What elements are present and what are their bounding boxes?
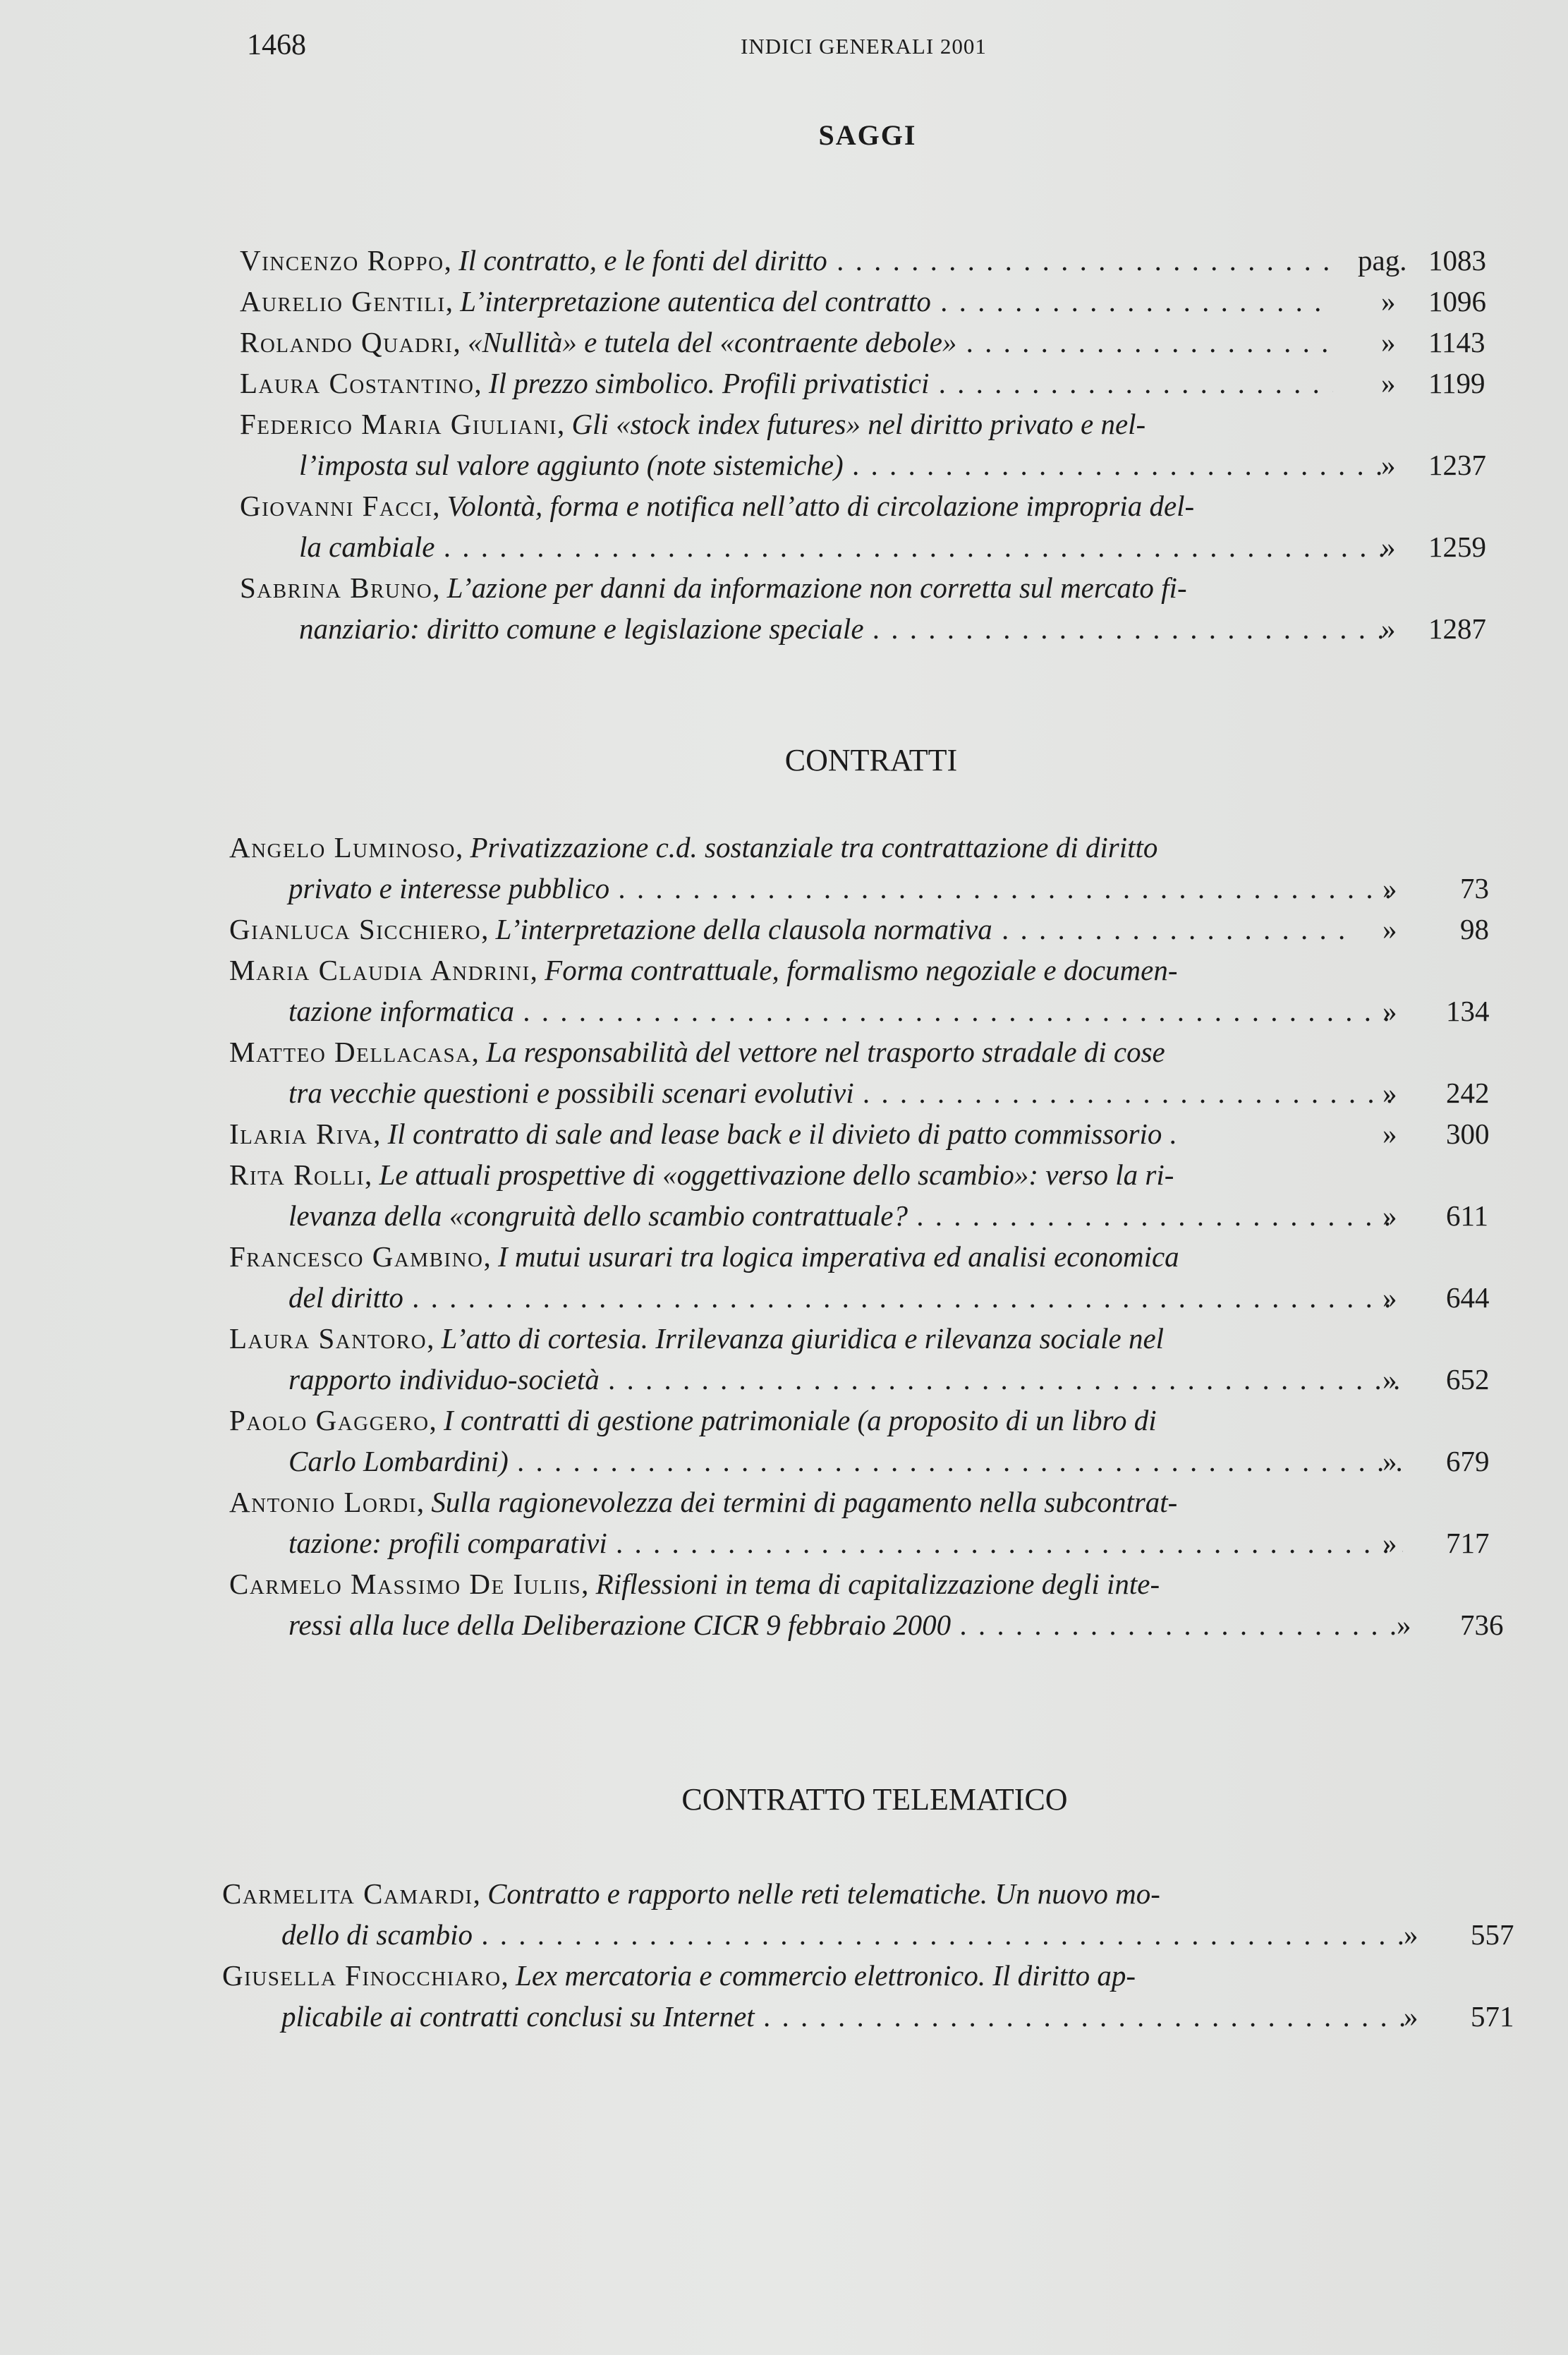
entry-title: Riflessioni in tema di capitalizzazione degli inte- [595, 1568, 1160, 1600]
entry-title-continued: la cambiale [299, 531, 435, 563]
toc-entry: Antonio Lordi, Sulla ragionevolezza dei termini di pagamento nella subcontrat- tazione: profili comparativi . . . » 717 [229, 1482, 1513, 1563]
entry-title: Contratto e rapporto nelle reti telematiche. Un nuovo mo- [487, 1877, 1160, 1910]
entry-author: Laura Santoro [229, 1322, 427, 1355]
page-prefix: » [1381, 531, 1396, 563]
toc-entry: Aurelio Gentili, L’interpretazione autentica del contratto . . . » 1096 [240, 281, 1495, 322]
entry-title: L’interpretazione autentica del contratto [460, 285, 931, 317]
page-prefix: pag. [1358, 244, 1407, 277]
toc-entry: Giusella Finocchiaro, Lex mercatoria e commercio elettronico. Il diritto ap- plicabile ai contratti conclusi su Internet . . . » 571 [222, 1955, 1527, 2037]
page-prefix: » [1381, 326, 1396, 358]
entry-title-continued: tazione informatica [288, 995, 515, 1027]
entry-title: Sulla ragionevolezza dei termini di pagamento nella subcontrat- [431, 1486, 1178, 1518]
section-contratto-telematico [222, 1781, 1527, 2078]
entry-title: I contratti di gestione patrimoniale (a proposito di un libro di [444, 1404, 1157, 1436]
toc-entry: Rita Rolli, Le attuali prospettive di «oggettivazione dello scambio»: verso la ri- levanza della «congruità dello scambio contrattuale? . . . » 611 [229, 1154, 1513, 1236]
entry-page: 679 [1446, 1445, 1490, 1477]
entry-page: 300 [1446, 1118, 1490, 1150]
running-head: INDICI GENERALI 2001 [741, 34, 987, 59]
entry-title-continued: plicabile ai contratti conclusi su Internet [281, 2000, 755, 2033]
entry-page: 571 [1471, 2000, 1514, 2033]
entry-page: 652 [1446, 1363, 1490, 1396]
toc-entry: Ilaria Riva, Il contratto di sale and lease back e il divieto di patto commissorio . » 300 [229, 1113, 1513, 1154]
entry-author: Aurelio Gentili [240, 285, 446, 317]
page-prefix: » [1381, 367, 1396, 399]
entry-title: Il prezzo simbolico. Profili privatistici [488, 367, 930, 399]
toc-entry: Maria Claudia Andrini, Forma contrattuale, formalismo negoziale e documen- tazione informatica . . . » 134 [229, 950, 1513, 1031]
entry-page: 134 [1446, 995, 1490, 1027]
entry-title-continued: nanziario: diritto comune e legislazione speciale [299, 612, 864, 645]
toc-entry: Giovanni Facci, Volontà, forma e notifica nell’atto di circolazione impropria del- la cambiale . . . » 1259 [240, 485, 1495, 567]
entry-title-continued: del diritto [288, 1281, 403, 1314]
page-prefix: » [1404, 1918, 1418, 1951]
entry-title: Gli «stock index futures» nel diritto privato e nel- [571, 408, 1146, 440]
page-prefix: » [1382, 1445, 1397, 1477]
entry-page: 611 [1446, 1199, 1488, 1232]
page-prefix: » [1404, 2000, 1418, 2033]
toc-entry: Vincenzo Roppo, Il contratto, e le fonti del diritto . . . pag. 1083 [240, 240, 1495, 281]
entry-title-continued: ressi alla luce della Deliberazione CICR 9 febbraio 2000 [288, 1609, 952, 1641]
page-prefix: » [1382, 1077, 1397, 1109]
entry-page: 644 [1446, 1281, 1490, 1314]
entry-title: L’interpretazione della clausola normativa [495, 913, 992, 945]
entry-page: 1096 [1428, 285, 1486, 317]
entry-title-continued: Carlo Lombardini) [288, 1445, 509, 1477]
entry-author: Paolo Gaggero [229, 1404, 430, 1436]
entry-title: I mutui usurari tra logica imperativa ed analisi economica [497, 1240, 1179, 1273]
page-prefix: » [1382, 1363, 1397, 1396]
entry-page: 717 [1446, 1527, 1490, 1559]
page-prefix: » [1382, 1281, 1397, 1314]
page-prefix: » [1382, 872, 1397, 904]
entry-page: 736 [1460, 1609, 1504, 1641]
entry-title-continued: privato e interesse pubblico [288, 872, 610, 904]
entry-page: 1237 [1428, 449, 1486, 481]
entry-author: Laura Costantino [240, 367, 475, 399]
page-prefix: » [1382, 913, 1397, 945]
entry-title: Le attuali prospettive di «oggettivazione dello scambio»: verso la ri- [379, 1158, 1174, 1191]
page-prefix: » [1381, 449, 1396, 481]
toc-entry: Paolo Gaggero, I contratti di gestione patrimoniale (a proposito di un libro di Carlo Lombardini) . . . » 679 [229, 1400, 1513, 1482]
entry-title-continued: levanza della «congruità dello scambio contrattuale? [288, 1199, 908, 1232]
toc-entry: Carmelita Camardi, Contratto e rapporto nelle reti telematiche. Un nuovo mo- dello di scambio . . . » 557 [222, 1873, 1527, 1955]
entry-author: Rita Rolli [229, 1158, 365, 1191]
entry-page: 1083 [1428, 244, 1486, 277]
toc-entry: Laura Santoro, L’atto di cortesia. Irrilevanza giuridica e rilevanza sociale nel rapporto individuo-società . . . » 652 [229, 1318, 1513, 1400]
entry-page: 557 [1471, 1918, 1514, 1951]
entry-title-continued: l’imposta sul valore aggiunto (note sistemiche) [299, 449, 844, 481]
entry-page: 1143 [1428, 326, 1485, 358]
page-prefix: » [1381, 285, 1396, 317]
entry-title: La responsabilità del vettore nel trasporto stradale di cose [486, 1036, 1165, 1068]
entry-title: Il contratto di sale and lease back e il divieto di patto commissorio [387, 1118, 1162, 1150]
page-header [247, 28, 1502, 71]
entry-author: Ilaria Riva [229, 1118, 374, 1150]
toc-entry: Laura Costantino, Il prezzo simbolico. Profili privatistici . . . » 1199 [240, 363, 1495, 404]
entry-page: 98 [1460, 913, 1489, 945]
section-saggi [240, 113, 1495, 677]
page-prefix: » [1397, 1609, 1411, 1641]
section-contratti [229, 742, 1513, 1709]
entry-page: 1259 [1428, 531, 1486, 563]
toc-entry: Gianluca Sicchiero, L’interpretazione della clausola normativa . . . » 98 [229, 909, 1513, 950]
entry-title-continued: dello di scambio [281, 1918, 473, 1951]
entry-author: Carmelo Massimo De Iuliis [229, 1568, 582, 1600]
page-prefix: » [1382, 995, 1397, 1027]
entry-title: L’atto di cortesia. Irrilevanza giuridica e rilevanza sociale nel [441, 1322, 1165, 1355]
entry-title-continued: tazione: profili comparativi [288, 1527, 607, 1559]
toc-entry: Sabrina Bruno, L’azione per danni da informazione non corretta sul mercato fi- nanziario: diritto comune e legislazione speciale . . . » 1287 [240, 567, 1495, 649]
entry-title: Lex mercatoria e commercio elettronico. Il diritto ap- [516, 1959, 1136, 1992]
page-number: 1468 [247, 29, 306, 61]
entry-page: 242 [1446, 1077, 1490, 1109]
entry-title-continued: tra vecchie questioni e possibili scenari evolutivi [288, 1077, 854, 1109]
toc-entry: Angelo Luminoso, Privatizzazione c.d. sostanziale tra contrattazione di diritto privato e interesse pubblico . . . » 73 [229, 827, 1513, 909]
page-prefix: » [1382, 1118, 1397, 1150]
entry-title-continued: rapporto individuo-società [288, 1363, 600, 1396]
toc-entry: Matteo Dellacasa, La responsabilità del vettore nel trasporto stradale di cose tra vecchie questioni e possibili scenari evolutivi . . . » 242 [229, 1031, 1513, 1113]
entry-title: Privatizzazione c.d. sostanziale tra contrattazione di diritto [470, 831, 1158, 864]
section-title: SAGGI [818, 119, 917, 151]
entry-page: 1287 [1428, 612, 1486, 645]
entry-author: Francesco Gambino [229, 1240, 484, 1273]
section-title: CONTRATTO TELEMATICO [681, 1782, 1068, 1817]
section-title: CONTRATTI [784, 743, 958, 777]
entry-title: Forma contrattuale, formalismo negoziale e documen- [545, 954, 1178, 986]
toc-entry: Francesco Gambino, I mutui usurari tra logica imperativa ed analisi economica del diritto . . . » 644 [229, 1236, 1513, 1318]
toc-entry: Rolando Quadri, «Nullità» e tutela del «contraente debole» . . . » 1143 [240, 322, 1495, 363]
entry-page: 73 [1460, 872, 1489, 904]
toc-entry: Carmelo Massimo De Iuliis, Riflessioni in tema di capitalizzazione degli inte- ressi alla luce della Deliberazione CICR 9 febbraio 2000 . . . » 736 [229, 1563, 1513, 1645]
entry-author: Sabrina Bruno [240, 571, 433, 604]
page-prefix: » [1382, 1199, 1397, 1232]
entry-author: Vincenzo Roppo [240, 244, 444, 277]
entry-author: Giovanni Facci [240, 490, 433, 522]
entry-page: 1199 [1428, 367, 1485, 399]
entry-title: «Nullità» e tutela del «contraente debole» [467, 326, 957, 358]
entry-title: Il contratto, e le fonti del diritto [458, 244, 827, 277]
entry-title: L’azione per danni da informazione non corretta sul mercato fi- [446, 571, 1187, 604]
toc-entry: Federico Maria Giuliani, Gli «stock index futures» nel diritto privato e nel- l’imposta sul valore aggiunto (note sistemiche) . . . » 1237 [240, 404, 1495, 485]
page-prefix: » [1382, 1527, 1397, 1559]
page-prefix: » [1381, 612, 1396, 645]
entry-author: Carmelita Camardi [222, 1877, 473, 1910]
entry-author: Antonio Lordi [229, 1486, 417, 1518]
entry-author: Matteo Dellacasa [229, 1036, 472, 1068]
entry-author: Rolando Quadri [240, 326, 454, 358]
entry-title: Volontà, forma e notifica nell’atto di circolazione impropria del- [446, 490, 1195, 522]
entry-author: Gianluca Sicchiero [229, 913, 482, 945]
entry-author: Giusella Finocchiaro [222, 1959, 502, 1992]
entry-author: Maria Claudia Andrini [229, 954, 530, 986]
entry-author: Angelo Luminoso [229, 831, 456, 864]
entry-author: Federico Maria Giuliani [240, 408, 557, 440]
